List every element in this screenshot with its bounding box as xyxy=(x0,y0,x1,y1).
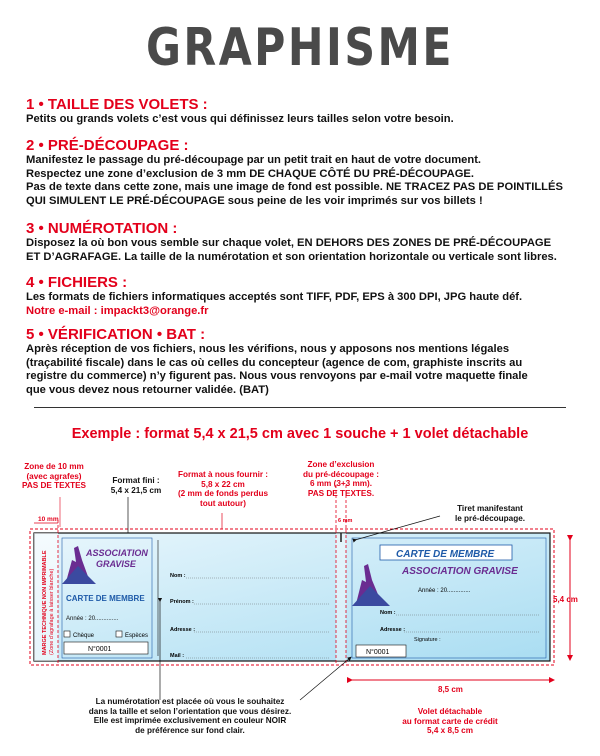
dim-width: 8,5 cm xyxy=(438,685,463,694)
stub-numero: N°0001 xyxy=(88,646,112,653)
section-heading: 5 • VÉRIFICATION • BAT : xyxy=(26,326,206,343)
annotation-line: 5,4 x 8,5 cm xyxy=(427,726,473,735)
section-heading: 1 • TAILLE DES VOLETS : xyxy=(26,96,208,113)
annotation-line: Elle est imprimée exclusivement en couleur NOIR xyxy=(93,716,287,725)
annotation-line: La numérotation est placée où vous le souhaitez xyxy=(95,697,285,706)
annotation-line: tout autour) xyxy=(200,498,246,508)
annotation-line: (2 mm de fonds perdus xyxy=(177,489,269,498)
stub-carte-membre: CARTE DE MEMBRE xyxy=(66,594,145,603)
annotation-line: Format fini : xyxy=(112,476,160,485)
field-label: Prénom : xyxy=(170,599,194,605)
section-text: Petits ou grands volets c’est vous qui définissez leurs tailles selon votre besoin. xyxy=(26,113,454,125)
annotation-line: 5,8 x 22 cm xyxy=(201,479,245,489)
field-label: Adresse : xyxy=(170,627,196,633)
detachable-carte-membre: CARTE DE MEMBRE xyxy=(396,549,495,560)
field-label: Nom : xyxy=(170,573,186,579)
field-label: Adresse : xyxy=(380,627,406,633)
field-label: Mail : xyxy=(170,653,185,659)
dim-6mm: 6 mm xyxy=(338,518,353,524)
annotation-line: (avec agrafes) xyxy=(26,471,82,481)
vertical-margin-text: (Zone d'agrafage à laisser blanche) xyxy=(49,568,55,655)
email-link[interactable]: Notre e-mail : impackt3@orange.fr xyxy=(26,304,209,317)
annotation-line: PAS DE TEXTES. xyxy=(307,488,375,498)
section-text: Après réception de vos fichiers, nous les vérifions, nous y apposons nos mentions légales xyxy=(26,343,510,355)
stub-association: ASSOCIATION xyxy=(86,548,148,558)
signature-label: Signature : xyxy=(414,637,441,643)
vertical-margin-text: MARGE TECHNIQUE NON IMPRIMABLE xyxy=(42,550,48,655)
section-text: Respectez une zone d’exclusion de 3 mm DE CHAQUE CÔTÉ DU PRÉ-DÉCOUPAGE. xyxy=(26,167,474,180)
section-text: Manifestez le passage du pré-découpage par un petit trait en haut de votre document. xyxy=(26,154,482,166)
section-text: Pas de texte dans cette zone, mais une image de fond est possible. NE TRACEZ PAS DE POINTILLÉS xyxy=(26,181,563,194)
dim-height: 5,4 cm xyxy=(553,595,578,604)
annotation-line: le pré-découpage. xyxy=(454,513,526,523)
field-label: Nom : xyxy=(380,610,396,616)
stub-association: GRAVISE xyxy=(96,559,136,569)
annotation-line: Tiret manifestant xyxy=(457,504,523,513)
section-text: ET D’AGRAFAGE. La taille de la numérotation et son orientation horizontale ou verticale sont libres. xyxy=(26,250,557,263)
detachable-annee: Année : 20.............. xyxy=(418,588,471,594)
annotation-line: du pré-découpage : xyxy=(303,469,379,479)
annotation-line: PAS DE TEXTES xyxy=(22,481,86,490)
section-text: Disposez la où bon vous semble sur chaque volet, EN DEHORS DES ZONES DE PRÉ-DÉCOUPAGE xyxy=(26,237,552,249)
page-title: GRAPHISME xyxy=(145,18,455,78)
annotation-line: Zone de 10 mm xyxy=(24,462,84,471)
section-heading: 4 • FICHIERS : xyxy=(26,274,128,291)
annotation-line: Volet détachable xyxy=(417,707,483,716)
example-title: Exemple : format 5,4 x 21,5 cm avec 1 souche + 1 volet détachable xyxy=(71,426,529,442)
annotation-line: Format à nous fournir : xyxy=(177,470,269,479)
detachable-association: ASSOCIATION GRAVISE xyxy=(402,566,518,577)
annotation-line: de préférence sur fond clair. xyxy=(135,725,245,735)
section-heading: 2 • PRÉ-DÉCOUPAGE : xyxy=(26,137,189,154)
section-text: que vous devez nous retourner validée. (BAT) xyxy=(26,383,269,396)
section-text: Les formats de fichiers informatiques acceptés sont TIFF, PDF, EPS à 300 DPI, JPG haute déf. xyxy=(26,291,523,303)
especes-checkbox xyxy=(116,631,122,637)
annotation-line: 5,4 x 21,5 cm xyxy=(110,485,162,495)
cheque-checkbox xyxy=(64,631,70,637)
stub-especes: Espèces xyxy=(125,633,149,639)
annotation-line: Zone d’exclusion xyxy=(307,460,375,469)
section-text: QUI SIMULENT LE PRÉ-DÉCOUPAGE sous peine de les voir imprimés sur vos billets ! xyxy=(26,194,483,207)
section-heading: 3 • NUMÉROTATION : xyxy=(26,220,178,237)
annotation-line: 6 mm (3+3 mm). xyxy=(309,479,373,488)
annotation-line: au format carte de crédit xyxy=(402,716,498,726)
section-text: registre du commerce) n’y figurent pas. Nous vous renvoyons par e-mail votre maquette finale xyxy=(26,370,528,383)
annotation-line: dans la taille et selon l’orientation que vous désirez. xyxy=(88,706,292,716)
stub-cheque: Chèque xyxy=(73,633,95,639)
section-text: (traçabilité fiscale) dans le cas où celles du concepteur (agence de com, graphiste inscrits au xyxy=(26,356,523,369)
detachable-numero: N°0001 xyxy=(366,649,390,656)
dim-10mm: 10 mm xyxy=(38,516,59,523)
stub-annee: Année : 20.............. xyxy=(66,616,119,622)
